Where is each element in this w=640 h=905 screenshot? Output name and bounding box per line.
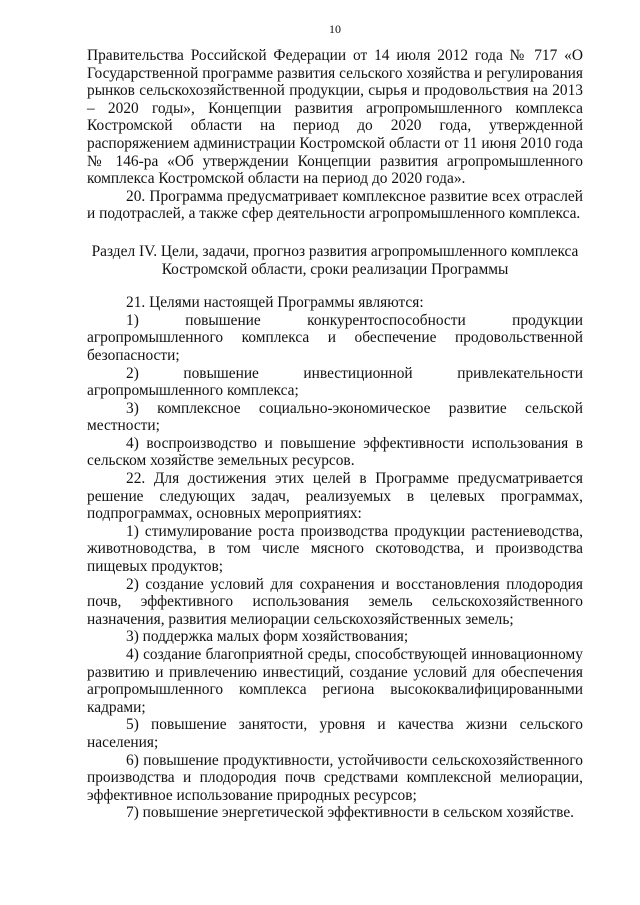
- list-item: 6) повышение продуктивности, устойчивости сельскохозяйственного производства и плодородия почв средствами комплексной мелиорации, эффективное использование природных ресурсов;: [87, 751, 583, 804]
- list-item: 5) повышение занятости, уровня и качества жизни сельского населения;: [87, 716, 583, 751]
- section-heading: [87, 243, 583, 278]
- list-item: 7) повышение энергетической эффективности в сельском хозяйстве.: [126, 804, 575, 822]
- section-heading-line: Раздел IV. Цели, задачи, прогноз развития агропромышленного комплекса: [91, 242, 579, 260]
- paragraphs-top: [87, 47, 583, 223]
- list-item: 4) создание благоприятной среды, способствующей инновационному развитию и привлечению инвестиций, создание условий для обеспечения агропромышленного комплекса региона высококвалифицированными кадрами;: [87, 646, 583, 716]
- list-item: 2) создание условий для сохранения и восстановления плодородия почв, эффективного использования земель сельскохозяйственного назначения, развития мелиорации сельскохозяйственных земель;: [87, 575, 583, 628]
- paragraph: 22. Для достижения этих целей в Программе предусматривается решение следующих задач, реализуемых в целевых программах, подпрограммах, основных мероприятиях:: [87, 470, 583, 523]
- paragraph: 20. Программа предусматривает комплексное развитие всех отраслей и подотраслей, а также сфер деятельности агропромышленного комплекса.: [87, 187, 583, 223]
- list-item: 1) повышение конкурентоспособности продукции агропромышленного комплекса и обеспечение продовольственной безопасности;: [87, 311, 583, 364]
- list-item: 1) стимулирование роста производства продукции растениеводства, животноводства, в том числе мясного скотоводства, и производства пищевых продуктов;: [87, 522, 583, 576]
- section-heading-line: Костромской области, сроки реализации Программы: [161, 260, 509, 278]
- paragraph: 21. Целями настоящей Программы являются:: [126, 294, 424, 312]
- paragraph: Правительства Российской Федерации от 14 июля 2012 года № 717 «О Государственной программе развития сельского хозяйства и регулирования рынков сельскохозяйственной продукции, сырья и продовольствия на 2013 – 2020 годы», Концепции развития агропромышленного комплекса Костромской области на период до 2020 года, утвержденной распоряжением администрации Костромской области от 11 июня 2010 года № 146-ра «Об утверждении Концепции развития агропромышленного комплекса Костромской области на период до 2020 года».: [87, 47, 583, 188]
- list-item: 3) поддержка малых форм хозяйствования;: [126, 628, 409, 646]
- paragraphs-bottom: [87, 294, 583, 822]
- list-item: 3) комплексное социально-экономическое развитие сельской местности;: [87, 399, 583, 435]
- list-item: 2) повышение инвестиционной привлекательности агропромышленного комплекса;: [87, 364, 583, 400]
- list-item: 4) воспроизводство и повышение эффективности использования в сельском хозяйстве земельных ресурсов.: [87, 434, 583, 470]
- page-number: 10: [329, 22, 341, 36]
